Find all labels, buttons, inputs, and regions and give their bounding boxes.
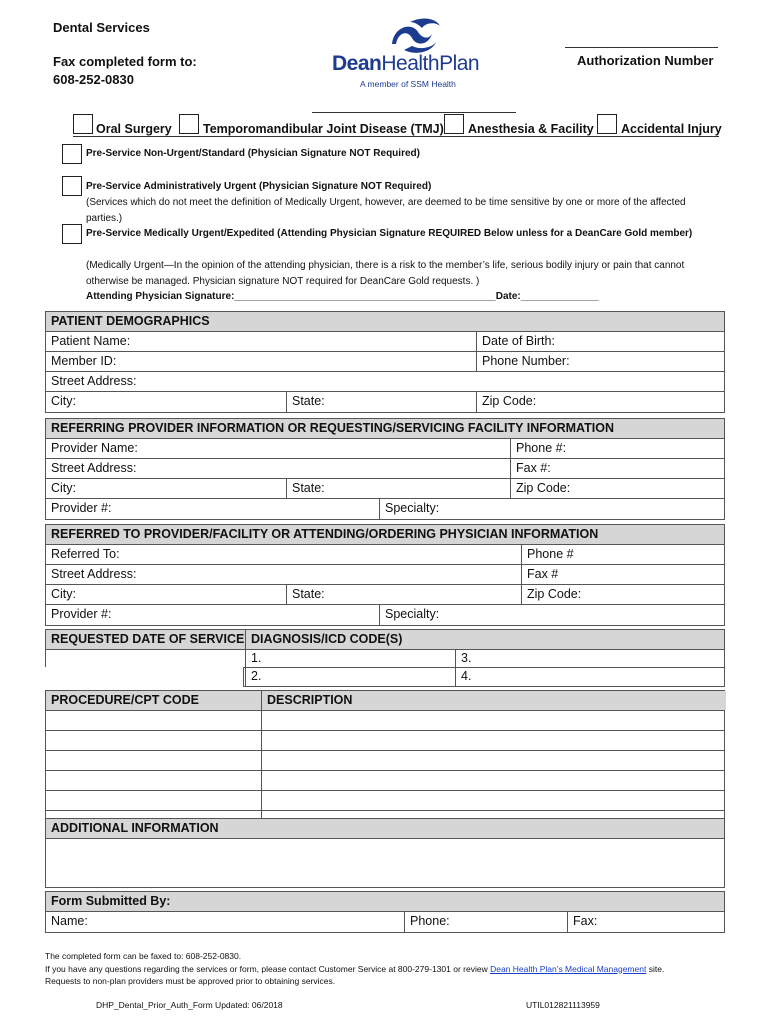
oral-surgery-checkbox[interactable] [73,114,93,134]
date-blank-mask [44,667,244,687]
procedure-row [46,791,724,811]
requested-date-header: REQUESTED DATE OF SERVICE [51,632,245,646]
referred-specialty-field[interactable]: Specialty: [379,605,726,625]
requested-date-field[interactable] [46,650,245,667]
medically-urgent-title: Pre-Service Medically Urgent/Expedited (Attending Physician Signature REQUIRED Below unless for a DeanCare Gold member) [86,228,693,239]
diagnosis-4-field[interactable]: 4. [455,668,726,686]
logo-mark-icon [332,16,502,56]
diagnosis-2-field[interactable]: 2. [245,668,455,686]
referred-state-field[interactable]: State: [286,585,521,604]
referred-provider-number-field[interactable]: Provider #: [51,607,112,621]
logo-text-healthplan: HealthPlan [381,52,480,75]
street-address-field[interactable]: Street Address: [51,374,137,388]
procedure-header [46,691,724,711]
form-id: DHP_Dental_Prior_Auth_Form Updated: 06/2018 [96,1000,283,1010]
additional-information-field[interactable] [46,839,724,887]
fax-label: Fax completed form to: [53,54,197,69]
footer-notes [45,950,725,988]
description-field[interactable] [261,791,726,810]
section-title: ADDITIONAL INFORMATION [51,821,219,835]
description-field[interactable] [261,731,726,750]
footer-fax-note: The completed form can be faxed to: 608-252-0830. [45,951,242,961]
provider-specialty-field[interactable]: Specialty: [379,499,726,519]
state-field[interactable]: State: [286,392,476,412]
date-of-birth-field[interactable]: Date of Birth: [476,332,726,351]
patient-row-4 [46,392,724,412]
form-submitted-row [46,912,724,932]
category-divider-line [312,112,516,113]
referred-row-2 [46,565,724,585]
referred-to-header [46,525,724,545]
diagnosis-1-field[interactable]: 1. [245,650,455,667]
footer-questions-note [45,963,725,976]
admin-urgent-title: Pre-Service Administratively Urgent (Physician Signature NOT Required) [86,181,432,192]
referred-street-field[interactable]: Street Address: [51,567,137,581]
logo-text-dean: Dean [332,52,382,75]
non-urgent-label: Pre-Service Non-Urgent/Standard (Physician Signature NOT Required) [86,148,420,159]
phone-number-field[interactable]: Phone Number: [476,352,726,371]
attending-signature-line[interactable]: Attending Physician Signature:_______________________________________________Date:______________ [86,291,599,302]
section-title: Form Submitted By: [51,894,171,908]
description-field[interactable] [261,771,726,790]
additional-information-header [46,819,724,839]
referring-row-4 [46,499,724,519]
authorization-number-line[interactable] [565,47,718,48]
accidental-injury-checkbox[interactable] [597,114,617,134]
referring-provider-header [46,419,724,439]
provider-number-field[interactable]: Provider #: [51,501,112,515]
diagnosis-header: DIAGNOSIS/ICD CODE(S) [245,630,726,649]
footer-non-plan-note: Requests to non-plan providers must be approved prior to obtaining services. [45,976,336,986]
section-title: REFERRED TO PROVIDER/FACILITY OR ATTENDING/ORDERING PHYSICIAN INFORMATION [51,527,599,541]
dean-health-plan-logo [332,16,502,92]
provider-street-field[interactable]: Street Address: [51,461,137,475]
additional-information-section [45,818,725,888]
referred-phone-field[interactable]: Phone # [521,545,726,564]
medical-management-link[interactable]: Dean Health Plan’s Medical Management [490,963,647,974]
admin-urgent-checkbox[interactable] [62,176,82,196]
admin-urgent-description: (Services which do not meet the definition of Medically Urgent, however, are deemed to be time sensitive by one or more of the affected parties.) [86,197,686,224]
referring-provider-section [45,418,725,520]
patient-row-1 [46,332,724,352]
provider-phone-field[interactable]: Phone #: [510,439,726,458]
procedure-row [46,771,724,791]
procedure-row [46,711,724,731]
member-id-field[interactable]: Member ID: [51,354,117,368]
util-id: UTIL012821113959 [526,1000,600,1010]
tmj-checkbox[interactable] [179,114,199,134]
anesthesia-facility-checkbox[interactable] [444,114,464,134]
section-title: REFERRING PROVIDER INFORMATION OR REQUESTING/SERVICING FACILITY INFORMATION [51,421,614,435]
city-field[interactable]: City: [51,394,76,408]
date-diagnosis-header [46,630,724,650]
procedure-cpt-header: PROCEDURE/CPT CODE [46,691,261,710]
referred-row-1 [46,545,724,565]
section-title: PATIENT DEMOGRAPHICS [51,314,210,328]
procedure-row [46,731,724,751]
patient-demographics-section [45,311,725,413]
patient-row-3 [46,372,724,392]
diagnosis-3-field[interactable]: 3. [455,650,726,667]
procedure-section [45,690,725,832]
diagnosis-row-1 [46,650,724,668]
fax-number: 608-252-0830 [53,72,134,87]
referred-row-4 [46,605,724,625]
provider-name-field[interactable]: Provider Name: [51,441,138,455]
description-header: DESCRIPTION [261,691,726,710]
medically-urgent-checkbox[interactable] [62,224,82,244]
provider-fax-field[interactable]: Fax #: [510,459,726,478]
submitter-phone-field[interactable]: Phone: [404,912,567,932]
procedure-cpt-field[interactable] [46,711,261,730]
authorization-number-label: Authorization Number [577,53,714,68]
description-field[interactable] [261,751,726,770]
procedure-cpt-field[interactable] [46,731,261,750]
referred-fax-field[interactable]: Fax # [521,565,726,584]
referred-row-3 [46,585,724,605]
referring-row-1 [46,439,724,459]
referring-row-3 [46,479,724,499]
footer-questions-suffix: site. [648,963,665,974]
patient-row-2 [46,352,724,372]
description-field[interactable] [261,711,726,730]
non-urgent-checkbox[interactable] [62,144,82,164]
tmj-label: Temporomandibular Joint Disease (TMJ) [203,122,444,136]
referred-zip-field[interactable]: Zip Code: [521,585,726,604]
category-underline [73,136,719,137]
referred-to-section [45,524,725,626]
procedure-row [46,751,724,771]
referring-row-2 [46,459,724,479]
form-submitted-header [46,892,724,912]
patient-demographics-header [46,312,724,332]
form-submitted-section [45,891,725,933]
logo-tagline: A member of SSM Health [360,79,456,89]
form-title: Dental Services [53,20,150,35]
oral-surgery-label: Oral Surgery [96,122,172,136]
medically-urgent-description: (Medically Urgent—In the opinion of the attending physician, there is a risk to the member’s life, serious bodily injury or pain that cannot otherwise be managed. Physician signature NOT required for DeanCare Gold requests. ) [86,260,685,287]
provider-zip-field[interactable]: Zip Code: [510,479,726,498]
submitter-fax-field[interactable]: Fax: [567,912,726,932]
procedure-cpt-field[interactable] [46,791,261,810]
provider-city-field[interactable]: City: [51,481,76,495]
anesthesia-facility-label: Anesthesia & Facility [468,122,594,136]
provider-state-field[interactable]: State: [286,479,510,498]
submitter-name-field[interactable]: Name: [51,914,88,928]
zip-code-field[interactable]: Zip Code: [476,392,726,412]
patient-name-field[interactable]: Patient Name: [51,334,131,348]
accidental-injury-label: Accidental Injury [621,122,722,136]
referred-city-field[interactable]: City: [51,587,76,601]
procedure-cpt-field[interactable] [46,771,261,790]
referred-to-field[interactable]: Referred To: [51,547,120,561]
footer-questions-text: If you have any questions regarding the services or form, please contact Customer Service at 800-279-1301 or review [45,963,488,974]
procedure-cpt-field[interactable] [46,751,261,770]
